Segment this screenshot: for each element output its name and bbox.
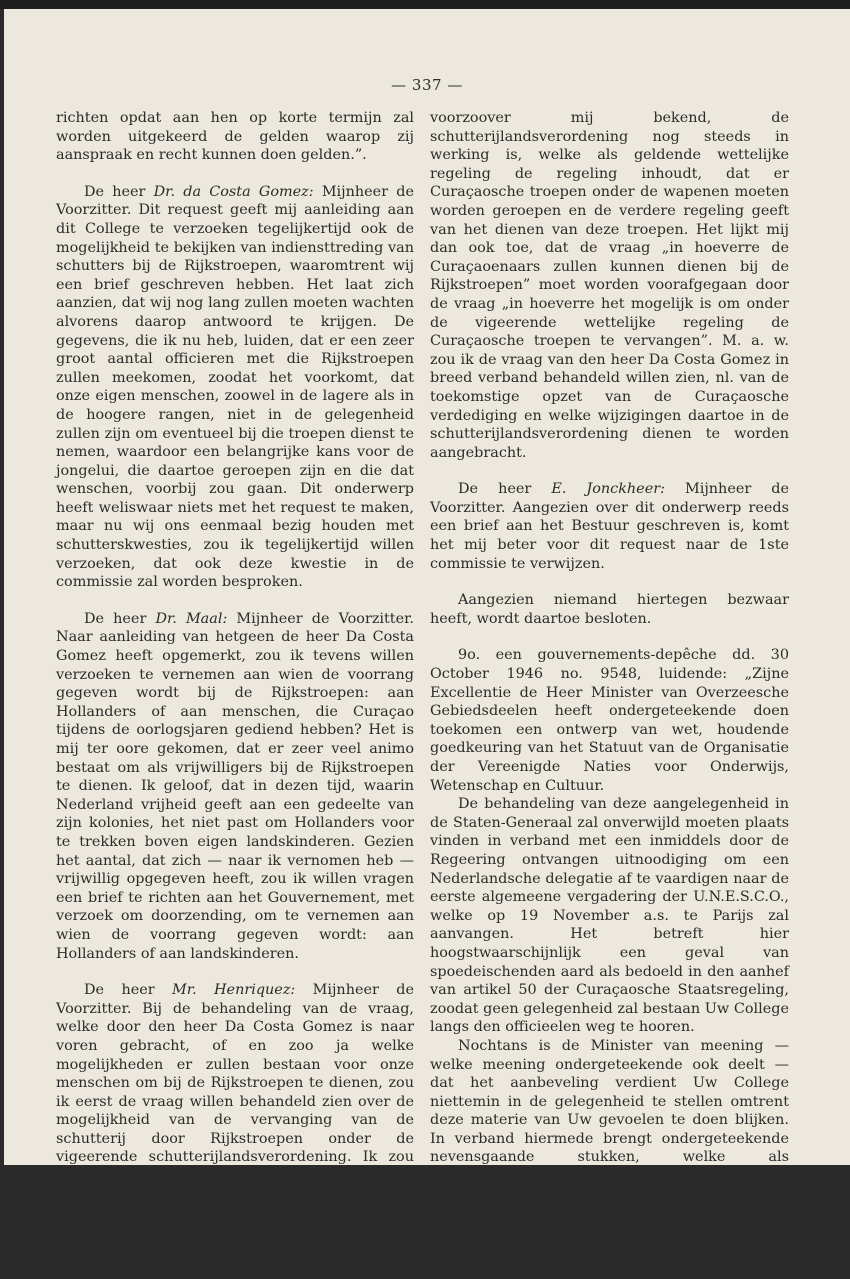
speaker-name: Mr. Henriquez: [172,982,296,999]
page-number: — 337 — [391,76,463,94]
right-column [430,109,789,1279]
speaker-name: Dr. da Costa Gomez: [153,183,314,200]
speaker-prefix: De heer [84,183,154,200]
paragraph [430,795,789,1037]
paragraph [430,480,789,573]
document-page [4,9,850,1278]
speaker-prefix: De heer [458,481,552,498]
left-column [56,109,414,1223]
paragraph [56,109,414,165]
scan-border [0,0,850,9]
paragraph-text: 9o. een gouvernements-depêche dd. 30 October 1946 no. 9548, luidende: „Zijne Excellentie de Heer Minister van Overzeesche Gebiedsdeelen heeft ondergeteekende doen toekomen een ontwerp van wet, houdende goedkeuring van het Statuut van de Organisatie der Vereenigde Naties voor Onderwijs, Wetenschap en Cultuur. [430,647,789,794]
paragraph-text: Mijnheer de Voorzitter. Aangezien over dit onderwerp reeds een brief aan het Bestuur geschreven is, komt het mij beter voor dit request naar de 1ste commissie te verwijzen. [430,481,790,572]
paragraph-text: richten opdat aan hen op korte termijn zal worden uitgekeerd de gelden waarop zij aanspraak en recht kunnen doen gelden.”. [56,110,414,164]
paragraph-text: Mijnheer de Voorzitter. Dit request geeft mij aanleiding aan dit College te verzoeken tegelijkertijd ook de mogelijkheid te bekijken van indiensttreding van schutters bij de Rijkstroepen, waaromtrent wij een brief geschreven hebben. Het laat zich aanzien, dat wij nog lang zullen moeten wachten alvorens daarop antwoord te krijgen. De gegevens, die ik nu heb, luiden, dat er een zeer groot aantal officieren met die Rijkstroepen zullen meekomen, zoodat het voorkomt, dat onze eigen menschen, zoowel in de lagere als in de hoogere rangen, niet in de gelegenheid zullen zijn om eventueel bij die troepen dienst te nemen, waardoor een belangrijke kans voor de jongelui, die daartoe geroepen zijn en die dat wenschen, voorbij zou gaan. Dit onderwerp heeft weliswaar niets met het request te maken, maar nu wij ons eenmaal bezig houden met schutterskwesties, zou ik tegelijkertijd willen verzoeken, dat ook deze kwestie in de commissie zal worden besproken. [56,183,414,591]
paragraph-text: Mijnheer de Voorzitter. Bij de behandeling van de vraag, welke door den heer Da Costa Gomez is naar voren gebracht, of en zoo ja welke mogelijkheden er zullen bestaan voor onze menschen om bij de Rijkstroepen te dienen, zou ik eerst de vraag willen behandeld zien over de mogelijkheid van de vervanging van de schutterij door Rijkstroepen onder de vigeerende schutterijlandsverordening. Ik zou dus niet als vanzelfsprekend willen aannemen, dat wij hier, zonder dat deze Staten erin gekend zijn, Rijkstroepen moeten krijgen, omdat, [56,982,414,1222]
paragraph-text: De behandeling van deze aangelegenheid in de Staten-Generaal zal onverwijld moeten plaats vinden in verband met een inmiddels door de Regeering ontvangen uitnoodiging om een Nederlandsche delegatie af te vaardigen naar de eerste algemeene vergadering der U.N.E.S.C.O., welke op 19 November a.s. te Parijs zal aanvangen. Het betreft hier hoogstwaarschijnlijk een geval van spoedeischenden aard als bedoeld in den aanhef van artikel 50 der Curaçaosche Staatsregeling, zoodat geen gelegenheid zal bestaan Uw College langs den officieelen weg te hooren. [430,796,789,1036]
speaker-name: E. Jonckheer: [551,481,665,498]
speaker-prefix: De heer [84,982,173,999]
paragraph [430,646,789,795]
paragraph [56,981,414,1223]
paragraph-text: Aangezien niemand hiertegen bezwaar heeft, wordt daartoe besloten. [430,592,789,627]
paragraph [56,610,414,963]
paragraph [430,109,789,462]
speaker-name: Dr. Maal: [155,610,228,627]
paragraph [430,1037,789,1279]
paragraph-text: voorzoover mij bekend, de schutterijlandsverordening nog steeds in werking is, welke als geldende wettelijke regeling de regeling inhoudt, dat er Curaçaosche troepen onder de wapenen moeten worden geroepen en de verdere regeling geeft van het dienen van deze troepen. Het lijkt mij dan ook toe, dat de vraag „in hoeverre de Curaçaoenaars zullen kunnen dienen bij de Rijkstroepen” moet worden voorafgegaan door de vraag „in hoeverre het mogelijk is om onder de vigeerende wettelijke regeling de Curaçaosche troepen te vervangen”. M. a. w. zou ik de vraag van den heer Da Costa Gomez in breed verband behandeld willen zien, nl. van de toekomstige opzet van de Curaçaosche verdediging en welke wijzigingen daartoe in de schutterijlandsverordening dienen te worden aangebracht. [430,110,789,461]
speaker-prefix: De heer [84,610,156,627]
paragraph [430,591,789,628]
paragraph-text: Nochtans is de Minister van meening — welke meening ondergeteekende ook deelt — dat het aanbeveling verdient Uw College niettemin in de gelegenheid te stellen omtrent deze materie van Uw gevoelen te doen blijken. In verband hiermede brengt ondergeteekende nevensgaande stukken, welke als departementale voor-ontwerpen zijn te beschouwen, vertrouwelijk te Uwer kennis met verzoek hem Uw gevoelen ter zake wel spoedig te doen toekomen. Met Uw eventueele opmerkingen en/of aanbevelingen zal zoo mogelijk rekening worden gehouden bij de [430,1037,789,1278]
paragraph [56,183,414,592]
paragraph-text: Mijnheer de Voorzitter. Naar aanleiding van hetgeen de heer Da Costa Gomez heeft opgemerkt, zou ik tevens willen verzoeken te vernemen aan wien de voorrang gegeven wordt bij de Rijkstroepen: aan Hollanders of aan menschen, die Curaçao tijdens de oorlogsjaren gediend hebben? Het is mij ter oore gekomen, dat er zeer veel animo bestaat om als vrijwilligers bij de Rijkstroepen te dienen. Ik geloof, dat in dezen tijd, waarin Nederland vrijheid geeft aan een gedeelte van zijn kolonies, het niet past om Hollanders voor te trekken boven eigen landskinderen. Gezien het aantal, dat zich — naar ik vernomen heb — vrijwillig opgegeven heeft, zou ik willen vragen een brief te richten aan het Gouvernement, met verzoek om doorzending, om te vernemen aan wien de voorrang gegeven wordt: aan Hollanders of aan landskinderen. [56,610,414,962]
